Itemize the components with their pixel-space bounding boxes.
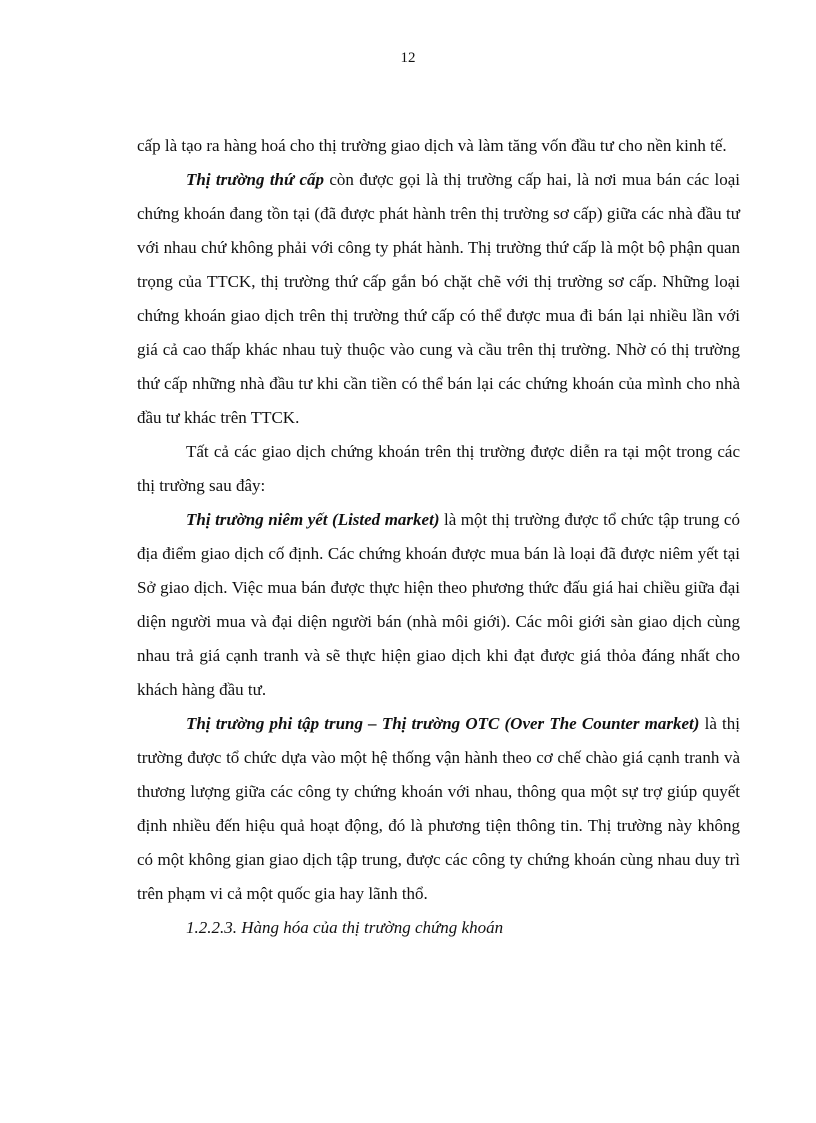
term-secondary-market: Thị trường thứ cấp: [186, 170, 325, 189]
paragraph-text: còn được gọi là thị trường cấp hai, là nơi mua bán các loại chứng khoán đang tồn tại (đã được phát hành trên thị trường sơ cấp) giữa các nhà đầu tư với nhau chứ không phải với công ty phát hành. Thị trường thứ cấp là một bộ phận quan trọng của TTCK, thị trường thứ cấp gắn bó chặt chẽ với thị trường sơ cấp. Những loại chứng khoán giao dịch trên thị trường thứ cấp có thể được mua đi bán lại nhiều lần với giá cả cao thấp khác nhau tuỳ thuộc vào cung và cầu trên thị trường. Nhờ có thị trường thứ cấp những nhà đầu tư khi cần tiền có thể bán lại các chứng khoán của mình cho nhà đầu tư khác trên TTCK.: [137, 170, 740, 427]
section-heading: 1.2.2.3. Hàng hóa của thị trường chứng khoán: [186, 918, 504, 937]
term-listed-market: Thị trường niêm yết (Listed market): [186, 510, 440, 529]
body-text: [137, 129, 740, 945]
term-otc-market: Thị trường phi tập trung – Thị trường OTC (Over The Counter market): [186, 714, 700, 733]
paragraph-secondary-market: [137, 163, 740, 435]
paragraph-market-types-intro: Tất cả các giao dịch chứng khoán trên thị trường được diễn ra tại một trong các thị trường sau đây:: [137, 442, 740, 495]
paragraph-intro-continuation: cấp là tạo ra hàng hoá cho thị trường giao dịch và làm tăng vốn đầu tư cho nền kinh tế.: [137, 136, 727, 155]
paragraph-listed-market: [137, 503, 740, 707]
page-number: 12: [400, 50, 416, 66]
paragraph-text: là một thị trường được tổ chức tập trung có địa điểm giao dịch cố định. Các chứng khoán được mua bán là loại đã được niêm yết tại Sở giao dịch. Việc mua bán được thực hiện theo phương thức đấu giá hai chiều giữa đại diện người mua và đại diện người bán (nhà môi giới). Các môi giới sàn giao dịch cùng nhau trả giá cạnh tranh và sẽ thực hiện giao dịch khi đạt được giá thỏa đáng nhất cho khách hàng đầu tư.: [137, 510, 740, 699]
paragraph-otc-market: [137, 707, 740, 911]
paragraph-text: là thị trường được tổ chức dựa vào một hệ thống vận hành theo cơ chế chào giá cạnh tranh và thương lượng giữa các công ty chứng khoán với nhau, thông qua một sự trợ giúp quyết định nhiều đến hiệu quả hoạt động, đó là phương tiện thông tin. Thị trường này không có một không gian giao dịch tập trung, được các công ty chứng khoán cùng nhau duy trì trên phạm vi cả một quốc gia hay lãnh thổ.: [137, 714, 741, 903]
